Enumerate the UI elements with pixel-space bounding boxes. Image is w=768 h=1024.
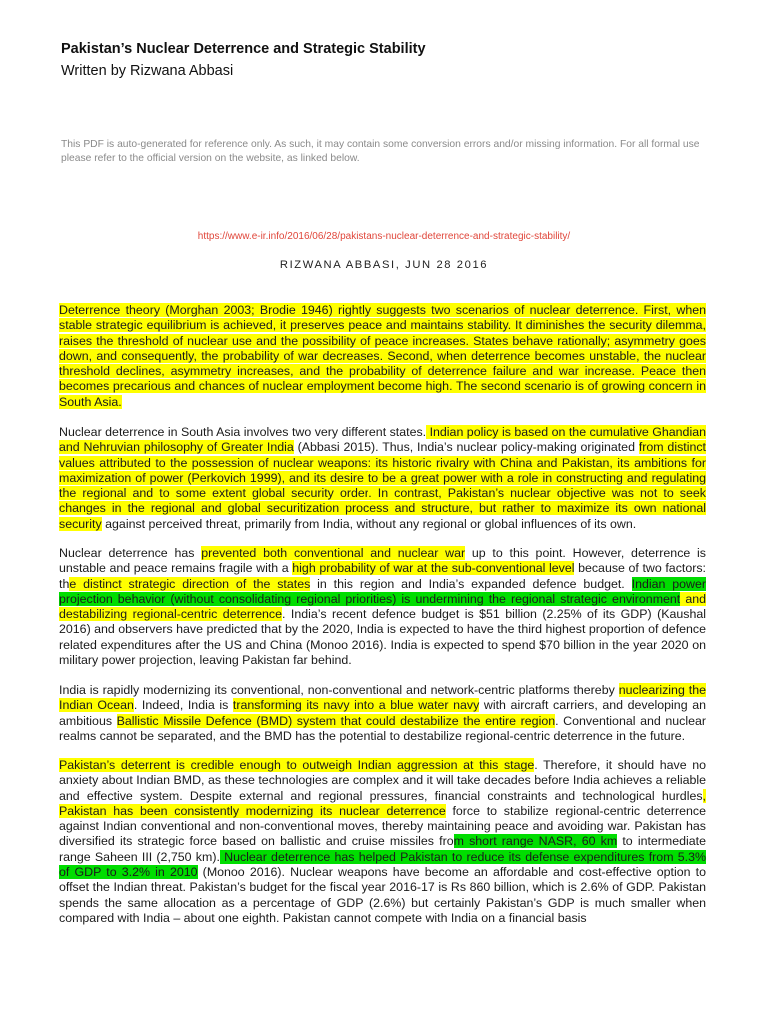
highlighted-text-yellow: transforming its navy into a blue water navy — [232, 698, 480, 713]
byline: RIZWANA ABBASI, JUN 28 2016 — [279, 259, 489, 271]
highlighted-text-green: m short range NASR, 60 km — [453, 834, 618, 849]
body-text: . Indeed, India is — [133, 698, 233, 713]
body-paragraph-5 — [59, 758, 706, 926]
highlighted-text-yellow: Indian policy is based on the cumulative Ghandian and Nehruvian philosophy of Greater India — [59, 425, 706, 455]
highlighted-text-yellow: nuclearizing the Indian Ocean — [59, 683, 706, 713]
highlighted-text-yellow: , Pakistan has been consistently modernizing its nuclear deterrence — [59, 788, 706, 818]
highlighted-text-yellow: Deterrence theory (Morghan 2003; Brodie 1946) rightly suggests two scenarios of nuclear deterrence. First, when stable strategic equilibrium is achieved, it preserves peace and maintains stability. It diminishes the security dilemma, raises the threshold of nuclear use and the possibility of peace increases. States behave rationally; asymmetry goes down, and consequently, the probability of war decreases. Second, when deterrence becomes unstable, the nuclear threshold declines, asymmetry increases, and the probability of deterrence failure and war increase. Peace then becomes precarious and chances of nuclear employment become high. The second scenario is of growing concern in South Asia. — [59, 303, 706, 409]
body-text: (Abbasi 2015). Thus, India’s nuclear policy-making originated — [293, 440, 639, 455]
body-text: (Monoo 2016). Nuclear weapons have become an affordable and cost-effective option to offset the Indian threat. Pakistan’s budget for the fiscal year 2016-17 is Rs 860 billion, which is 2.6% of GDP. Pakistan spends the same allocation as a percentage of GDP (2.6%) but certainly Pakistan’s GDP is much smaller when compared with India – about one eighth. Pakistan cannot compete with India on a financial basis — [59, 865, 706, 925]
body-paragraph-1 — [59, 303, 706, 410]
body-paragraph-2 — [59, 425, 706, 532]
highlighted-text-yellow: e distinct strategic direction of the states — [69, 576, 311, 591]
highlighted-text-yellow: Ballistic Missile Defence (BMD) system that could destabilize the entire region — [116, 713, 556, 728]
body-text: India is rapidly modernizing its conventional, non-conventional and network-centric platforms thereby — [59, 683, 619, 697]
source-url-link[interactable]: https://www.e-ir.info/2016/06/28/pakistans-nuclear-deterrence-and-strategic-stability/ — [197, 231, 571, 242]
body-text: because of two factors: th — [59, 561, 706, 591]
body-text: in this region and India’s expanded defence budget. — [310, 576, 632, 591]
body-text: . Therefore, it should have no anxiety about Indian BMD, as these technologies are complex and it will take decades before India achieves a reliable and effective system. Despite external and regional pressures, financial constraints and technological hurdles — [59, 758, 706, 803]
highlighted-text-yellow: Pakistan’s deterrent is credible enough to outweigh Indian aggression at this stage — [59, 758, 535, 772]
body-text: to intermediate range Saheen III (2,750 km). — [59, 834, 707, 864]
highlighted-text-yellow: prevented both conventional and nuclear war — [201, 546, 466, 560]
highlighted-text-yellow: and destabilizing regional-centric deterrence — [59, 591, 706, 622]
body-text: Nuclear deterrence in South Asia involves two very different states. — [59, 425, 427, 439]
body-text: up to this point. However, deterrence is unstable and peace remains fragile with a — [59, 546, 706, 576]
body-text: Nuclear deterrence has — [59, 546, 202, 560]
highlighted-text-yellow: from distinct values attributed to the possession of nuclear weapons: its historic rivalry with China and Pakistan, its ambitions for maximization of power (Perkovich 1999), and its desire to be a great power with a role in constructing and regulating the regional and to some extent global security order — [59, 440, 706, 501]
highlighted-text-yellow: high probability of war at the sub-conventional level — [292, 561, 575, 576]
document-title: Pakistan’s Nuclear Deterrence and Strategic Stability — [61, 41, 426, 57]
body-text: . India’s recent defence budget is $51 billion (2.25% of its GDP) (Kaushal 2016) and observers have predicted that by the 2020, India is expected to have the third highest proportion of defence related expenditures after the US and China (Monoo 2016). India is expected to spend $70 billion in the year 2020 on military power projection, leaving Pakistan far behind. — [59, 607, 706, 668]
body-paragraph-4 — [59, 683, 706, 744]
body-text: with aircraft carriers, and developing an ambitious — [59, 698, 706, 728]
body-paragraph-3 — [59, 546, 706, 668]
highlighted-text-green: Indian power projection behavior (without consolidating regional priorities) is undermining the regional strategic environment — [59, 576, 707, 606]
highlighted-text-green: Nuclear deterrence has helped Pakistan to reduce its defense expenditures from 5.3% of GDP to 3.2% in 2010 — [59, 849, 706, 880]
body-text: against perceived threat, primarily from India, without any regional or global influences of its own. — [101, 516, 637, 531]
highlighted-text-yellow: . In contrast, Pakistan’s nuclear objective was not to seek changes in the regional and global securitization process and structure, but rather to maximize its own national security — [59, 486, 706, 531]
author-line: Written by Rizwana Abbasi — [61, 63, 234, 79]
pdf-disclaimer: This PDF is auto-generated for reference only. As such, it may contain some conversion errors and/or missing information. For all formal use please refer to the official version on the website, as linked below. — [61, 139, 700, 164]
body-text: force to stabilize regional-centric deterrence against Indian conventional and non-conventional moves, thereby maintaining peace and avoiding war. Pakistan has diversified its strategic force based on ballistic and cruise missiles fro — [59, 803, 706, 849]
body-text: . Conventional and nuclear realms cannot be separated, and the BMD has the potential to destabilize regional-centric deterrence in the future. — [59, 713, 706, 743]
